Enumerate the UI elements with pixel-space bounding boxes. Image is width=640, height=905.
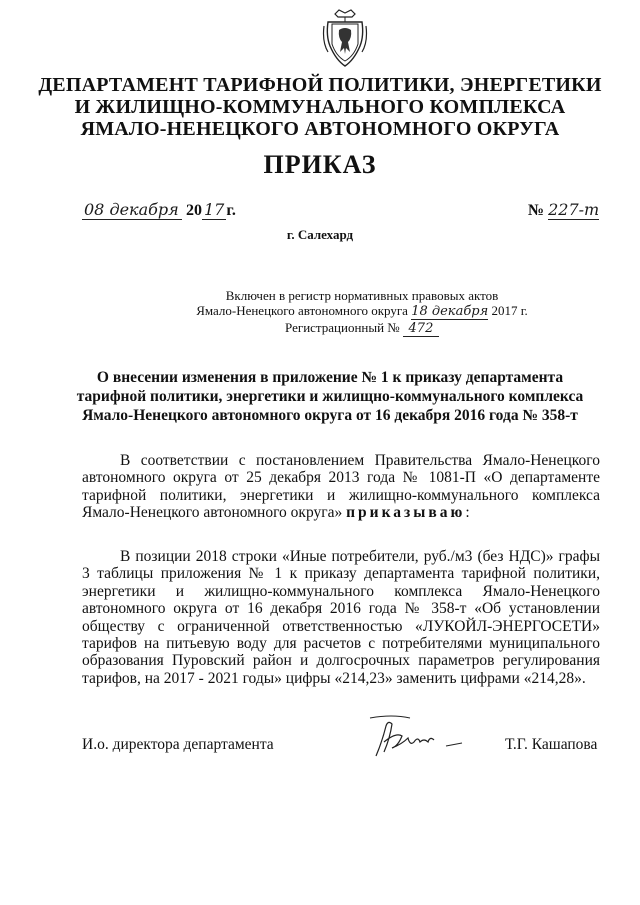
order-number bbox=[528, 200, 599, 220]
registry-line-3 bbox=[192, 320, 532, 337]
registry-number-label: Регистрационный № bbox=[285, 320, 400, 335]
city: г. Салехард bbox=[286, 227, 354, 242]
body-paragraph-2: В позиции 2018 строки «Иные потребители, руб./м3 (без НДС)» графы 3 таблицы приложения № 1 к приказу департамента тарифной политики, энергетики и жилищно-коммунального комплекса Ямало-Ненецкого автономного округа от 16 декабря 2016 года № 358-т «Об установлении обществу с ограниченной ответственностью «ЛУКОЙЛ-ЭНЕРГОСЕТИ» тарифов на питьевую воду для расчетов с потребителями муниципального образования Пуровский район и долгосрочных параметров регулирования тарифов, на 2017 - 2021 годы» цифры «214,23» заменить цифрами «214,28». bbox=[82, 548, 600, 687]
body-paragraph-1 bbox=[82, 452, 600, 522]
registry-note bbox=[192, 288, 532, 337]
order-date-handwritten: 08 декабря bbox=[82, 200, 182, 220]
order-number-handwritten: 227-т bbox=[548, 200, 600, 219]
order-subject: О внесении изменения в приложение № 1 к приказу департамента тарифной политики, энергетики и жилищно-коммунального комплекса Ямало-Ненецкого автономного округа от 16 декабря 2016 года № 358-т bbox=[76, 369, 584, 424]
signatory-position: И.о. директора департамента bbox=[82, 736, 274, 753]
signatory-name: Т.Г. Кашапова bbox=[505, 736, 598, 753]
registry-region: Ямало-Ненецкого автономного округа bbox=[196, 303, 408, 318]
department-name-line-3: ЯМАЛО-НЕНЕЦКОГО АВТОНОМНОГО ОКРУГА bbox=[80, 118, 560, 140]
order-year-prefix: 20 bbox=[186, 202, 202, 219]
document-title: ПРИКАЗ bbox=[263, 150, 377, 179]
paragraph-1-end: : bbox=[465, 504, 470, 522]
order-number-prefix: № bbox=[528, 202, 545, 219]
order-year-handwritten: 17 bbox=[204, 200, 225, 219]
handwritten-signature bbox=[362, 712, 472, 762]
registry-date-handwritten: 18 декабря bbox=[411, 304, 489, 319]
order-date bbox=[82, 200, 236, 220]
department-name-line-1: ДЕПАРТАМЕНТ ТАРИФНОЙ ПОЛИТИКИ, ЭНЕРГЕТИКИ bbox=[38, 74, 602, 96]
coat-of-arms-emblem bbox=[322, 8, 368, 70]
registry-year: 2017 г. bbox=[491, 303, 528, 318]
registry-line-1: Включен в регистр нормативных правовых актов bbox=[225, 288, 499, 303]
order-year-suffix: г. bbox=[226, 202, 236, 219]
paragraph-1-text: В соответствии с постановлением Правительства Ямало-Ненецкого автономного округа от 25 декабря 2013 года № 1081-П «О департаменте тарифной политики, энергетики и жилищно-коммунального комплекса Ямало-Ненецкого автономного округа» bbox=[82, 452, 600, 522]
registry-number-handwritten: 472 bbox=[403, 321, 439, 337]
department-name-line-2: И ЖИЛИЩНО-КОММУНАЛЬНОГО КОМПЛЕКСА bbox=[74, 96, 566, 118]
order-command-word: приказываю bbox=[346, 504, 466, 522]
registry-line-2 bbox=[192, 303, 532, 320]
